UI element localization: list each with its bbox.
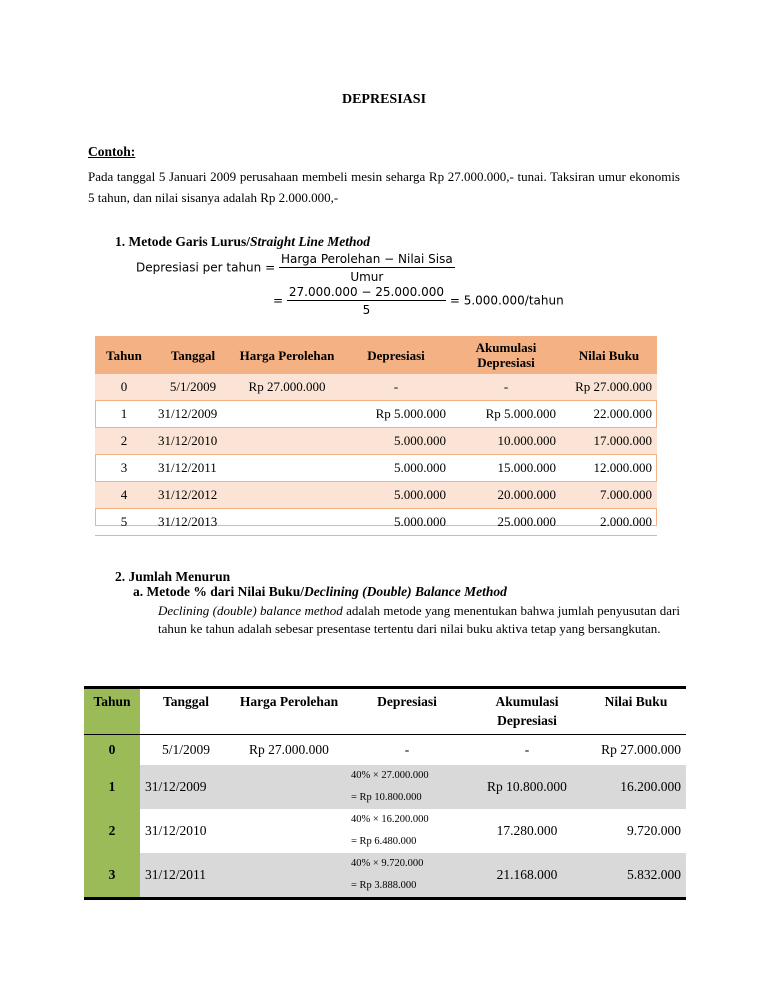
table-cell: 15.000.000 [451, 455, 561, 482]
table-cell: 5.000.000 [341, 455, 451, 482]
table-cell: 17.280.000 [496, 823, 558, 838]
declining-balance-table [84, 686, 686, 900]
table-cell [232, 765, 346, 809]
table-cell: 5.000.000 [341, 509, 451, 536]
table-cell: - [451, 374, 561, 401]
table1-header-row [95, 336, 657, 374]
table-row [95, 509, 657, 536]
formula2-numerator: 27.000.000 − 25.000.000 [288, 285, 444, 299]
table-cell: 25.000.000 [451, 509, 561, 536]
table-row [95, 482, 657, 509]
table-cell: 12.000.000 [561, 455, 657, 482]
section1-number: 1. [115, 234, 126, 249]
table-cell: 22.000.000 [561, 401, 657, 428]
calc-result: = Rp 6.480.000 [351, 836, 417, 847]
section2a-title-bold: Metode % dari Nilai Buku/ [146, 584, 305, 599]
table-cell: - [524, 742, 530, 757]
table-row [95, 428, 657, 455]
table-cell [233, 428, 341, 455]
table2-header: Akumulasi Depresiasi [468, 688, 586, 735]
table-row [84, 809, 686, 853]
table1-header: Tanggal [153, 336, 233, 374]
table-cell: - [404, 742, 410, 757]
formula-numerator: Harga Perolehan − Nilai Sisa [280, 252, 453, 266]
table-cell [233, 509, 341, 536]
table-cell: 31/12/2010 [145, 823, 207, 838]
table-cell: 20.000.000 [451, 482, 561, 509]
table-cell: 31/12/2009 [140, 765, 232, 809]
table1-header: Depresiasi [341, 336, 451, 374]
table-cell: 1 [95, 401, 153, 428]
table1-header: Nilai Buku [561, 336, 657, 374]
table-row [84, 735, 686, 766]
table2-header: Harga Perolehan [232, 688, 346, 735]
formula2-denominator: 5 [362, 303, 371, 317]
table2-header: Tahun [84, 688, 140, 735]
table-cell: 0 [95, 374, 153, 401]
table-cell: Rp 5.000.000 [451, 401, 561, 428]
table-cell: 31/12/2010 [153, 428, 233, 455]
calc-result: = Rp 10.800.000 [351, 792, 422, 803]
table-row [84, 853, 686, 899]
table-cell: 31/12/2013 [153, 509, 233, 536]
section2-number: 2. [115, 569, 126, 584]
section2-title: Jumlah Menurun [128, 569, 231, 584]
formula-line-2 [273, 285, 564, 317]
table-cell: 2 [95, 428, 153, 455]
formula-fraction-2 [287, 285, 446, 317]
table1-header: Harga Perolehan [233, 336, 341, 374]
table-cell [232, 809, 346, 853]
table-cell: 5.000.000 [341, 482, 451, 509]
formula-line-1 [136, 252, 455, 284]
description-text: adalah metode yang menentukan bahwa jumlah penyusutan dari tahun ke tahun adalah sebesar presentase tertentu dari nilai buku aktiva tetap yang bersangkutan. [158, 603, 680, 636]
table-row [95, 455, 657, 482]
table2-header: Depresiasi [346, 688, 468, 735]
formula2-equals: = [273, 293, 284, 308]
depreciation-calc-cell [346, 853, 468, 899]
formula-fraction-1 [279, 252, 455, 284]
table-cell: 4 [95, 482, 153, 509]
table-cell: Rp 27.000.000 [233, 374, 341, 401]
table2-header: Nilai Buku [586, 688, 686, 735]
table-cell: 7.000.000 [561, 482, 657, 509]
table-cell: 31/12/2011 [153, 455, 233, 482]
table-cell: 2 [84, 809, 140, 853]
table-cell: 5 [95, 509, 153, 536]
table-cell [232, 853, 346, 899]
table2-header: Tanggal [140, 688, 232, 735]
table-cell: 2.000.000 [561, 509, 657, 536]
table-cell: 21.168.000 [468, 853, 586, 899]
straight-line-table [95, 336, 657, 536]
section1-title-bold: Metode Garis Lurus/ [128, 234, 250, 249]
table-cell: 10.000.000 [451, 428, 561, 455]
table-cell: 3 [84, 853, 140, 899]
example-label: Contoh: [88, 144, 136, 159]
table-cell: 31/12/2011 [140, 853, 232, 899]
table-cell: 9.720.000 [627, 823, 681, 838]
section1-title-italic: Straight Line Method [250, 234, 371, 249]
formula-lhs: Depresiasi per tahun = [136, 260, 276, 275]
table-cell: 3 [95, 455, 153, 482]
table-cell: 16.200.000 [586, 765, 686, 809]
table-cell [233, 455, 341, 482]
table-cell: 0 [84, 735, 140, 766]
intro-paragraph: Pada tanggal 5 Januari 2009 perusahaan membeli mesin seharga Rp 27.000.000,- tunai. Taksiran umur ekonomis 5 tahun, dan nilai sisanya adalah Rp 2.000.000,- [88, 169, 680, 205]
table-row [95, 374, 657, 401]
section2a-title-italic: Declining (Double) Balance Method [304, 584, 507, 599]
table-cell [233, 482, 341, 509]
table-cell: 5.832.000 [586, 853, 686, 899]
table-cell: - [341, 374, 451, 401]
table-cell: Rp 5.000.000 [341, 401, 451, 428]
table-cell: Rp 27.000.000 [601, 742, 681, 757]
page-title: DEPRESIASI [341, 92, 427, 107]
calc-line: 40% × 27.000.000 [351, 770, 429, 781]
table-cell: 17.000.000 [561, 428, 657, 455]
table-cell: Rp 10.800.000 [468, 765, 586, 809]
table-row [95, 401, 657, 428]
table-cell: 5/1/2009 [153, 374, 233, 401]
table-cell [233, 401, 341, 428]
calc-result: = Rp 3.888.000 [351, 880, 417, 891]
section2-description [158, 602, 680, 638]
formula2-result: = 5.000.000/tahun [449, 293, 564, 308]
description-italic: Declining (double) balance method [158, 603, 343, 618]
calc-line: 40% × 16.200.000 [351, 814, 429, 825]
section2a-letter: a. [133, 584, 144, 599]
table-cell: Rp 27.000.000 [249, 742, 329, 757]
table1-header: Tahun [95, 336, 153, 374]
table-cell: 1 [84, 765, 140, 809]
table2-header-row [84, 688, 686, 735]
calc-line: 40% × 9.720.000 [351, 858, 424, 869]
section2a-heading [133, 584, 507, 600]
table-cell: Rp 27.000.000 [561, 374, 657, 401]
depreciation-calc-cell [346, 765, 468, 809]
table-cell: 5.000.000 [341, 428, 451, 455]
table-row [84, 765, 686, 809]
section1-heading [115, 234, 370, 250]
formula-denominator: Umur [350, 270, 384, 284]
table-cell: 31/12/2012 [153, 482, 233, 509]
table-cell: 31/12/2009 [153, 401, 233, 428]
depreciation-calc-cell [346, 809, 468, 853]
table-cell: 5/1/2009 [161, 742, 210, 757]
table1-header: Akumulasi Depresiasi [451, 336, 561, 374]
